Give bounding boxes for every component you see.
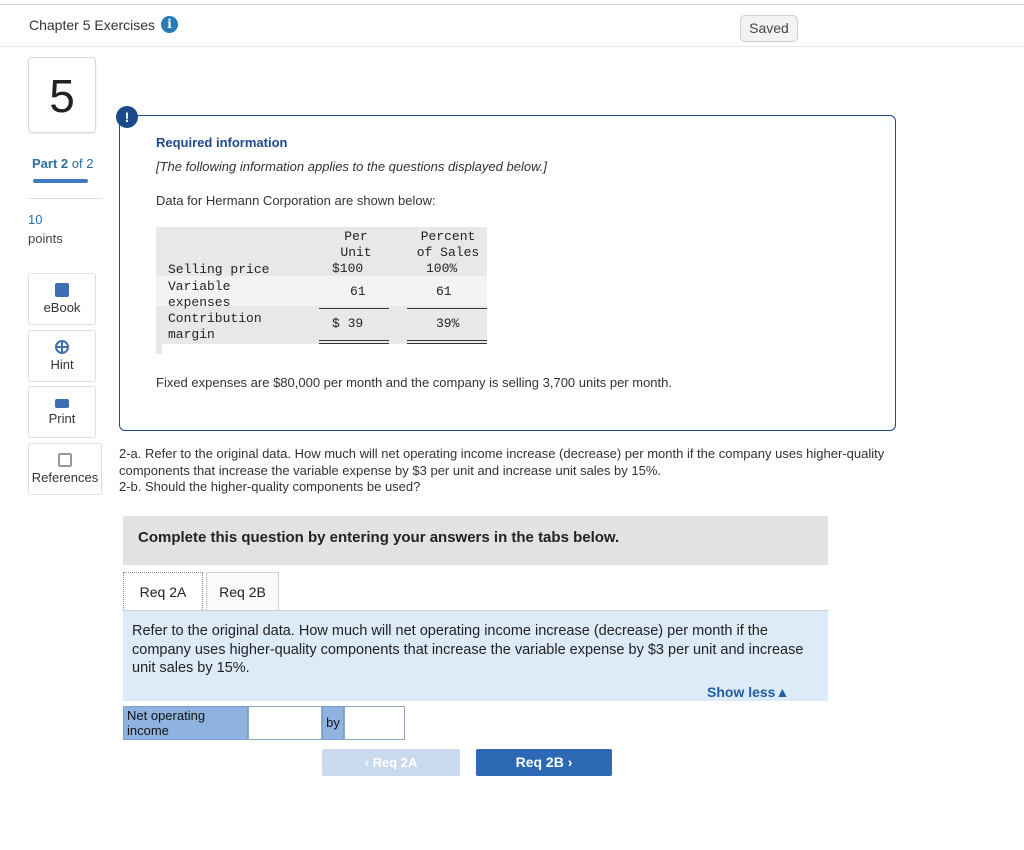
hint-label: Hint <box>50 357 74 372</box>
header-per-unit: Per Unit <box>340 229 372 260</box>
chapter-title <box>29 16 178 33</box>
row-percent-variable-expenses: 61 <box>436 284 452 299</box>
question-number: 5 <box>28 57 96 133</box>
row-percent-contribution-margin: 39% <box>436 316 460 331</box>
print-button[interactable] <box>28 386 96 438</box>
row-label-selling-price: Selling price <box>168 262 270 277</box>
print-label: Print <box>48 411 76 426</box>
part-current: 2 <box>60 156 69 171</box>
alert-icon: ! <box>116 106 138 128</box>
by-label: by <box>322 706 344 740</box>
references-button[interactable] <box>28 443 102 495</box>
net-operating-income-input[interactable] <box>248 706 322 740</box>
fixed-expenses-text: Fixed expenses are $80,000 per month and the company is selling 3,700 units per month. <box>156 375 672 390</box>
question-2b: 2-b. Should the higher-quality components be used? <box>119 479 421 494</box>
points-label: points <box>28 231 63 246</box>
row-label-contribution-margin: Contribution margin <box>168 311 262 342</box>
by-amount-input[interactable] <box>344 706 405 740</box>
header <box>0 5 1024 47</box>
tab-req-2b[interactable]: Req 2B <box>206 572 279 610</box>
instruction-text: Refer to the original data. How much will net operating income increase (decrease) per month if the company uses higher-quality components that increase the variable expense by $3 per unit and increase unit sales by 15%. <box>132 623 804 676</box>
references-icon <box>58 453 72 467</box>
hint-button[interactable] <box>28 330 96 382</box>
next-req-2b-button[interactable]: Req 2B › <box>476 749 612 776</box>
row-per-unit-contribution-margin: $ 39 <box>332 316 364 331</box>
prev-req-2a-button[interactable]: ‹ Req 2A <box>322 749 460 776</box>
part-indicator <box>32 156 93 171</box>
row-per-unit-variable-expenses: 61 <box>350 284 366 299</box>
row-per-unit-selling-price: $100 <box>332 261 364 276</box>
data-intro: Data for Hermann Corporation are shown below: <box>156 193 436 208</box>
print-icon <box>55 399 69 408</box>
complete-banner: Complete this question by entering your answers in the tabs below. <box>123 516 828 565</box>
question-text <box>119 446 909 496</box>
references-label: References <box>31 470 99 485</box>
ebook-label: eBook <box>43 300 81 315</box>
required-info-title: Required information <box>156 135 288 150</box>
financial-table <box>156 227 487 354</box>
part-total: of 2 <box>71 156 94 171</box>
row-label-variable-expenses: Variable expenses <box>168 279 231 310</box>
question-2a: 2-a. Refer to the original data. How much will net operating income increase (decrease) per month if the company uses higher-quality components that increase the variable expense by $3 per unit and increase unit sales by 15%. <box>119 446 885 478</box>
required-info-note: [The following information applies to the questions displayed below.] <box>156 159 547 174</box>
hint-icon <box>55 340 69 354</box>
points-value: 10 <box>28 212 43 227</box>
part-progress-bar <box>33 179 88 183</box>
info-icon[interactable]: i <box>161 16 178 33</box>
tab-req-2a[interactable]: Req 2A <box>123 572 203 610</box>
sidebar-divider <box>28 198 102 199</box>
ebook-icon <box>55 283 69 297</box>
net-operating-income-label: Net operating income <box>123 706 248 740</box>
ebook-button[interactable] <box>28 273 96 325</box>
header-percent-of-sales: Percent of Sales <box>416 229 480 260</box>
saved-status-badge: Saved <box>740 15 798 42</box>
required-information-box <box>119 115 896 431</box>
row-percent-selling-price: 100% <box>426 261 458 276</box>
show-less-link[interactable]: Show less▲ <box>707 684 790 700</box>
chapter-title-text: Chapter 5 Exercises <box>29 16 156 33</box>
part-word: Part <box>32 156 58 171</box>
